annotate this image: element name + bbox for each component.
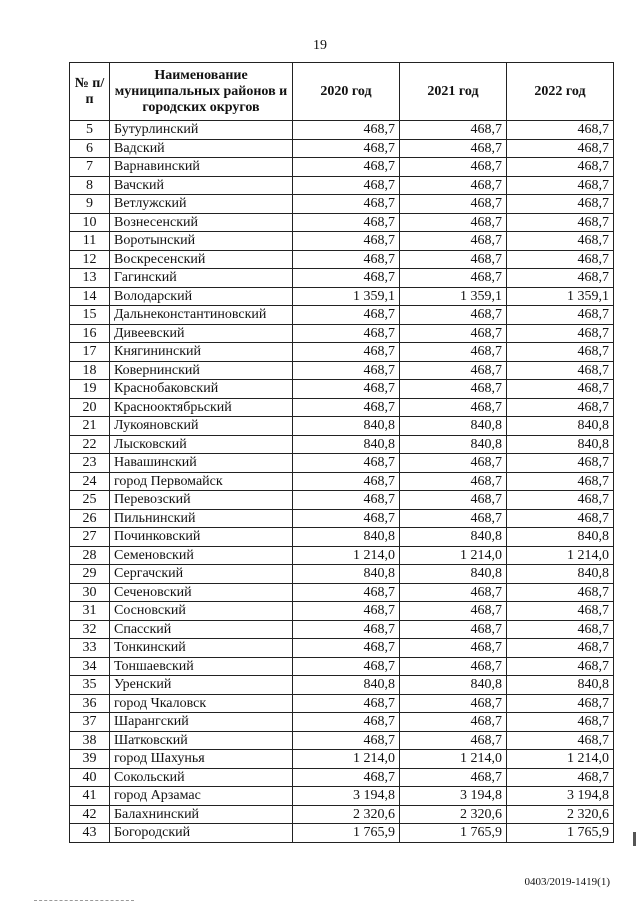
value-2020: 2 320,6 — [293, 805, 400, 824]
value-2021: 840,8 — [400, 528, 507, 547]
value-2021: 840,8 — [400, 676, 507, 695]
row-number: 23 — [70, 454, 110, 473]
value-2022: 1 214,0 — [507, 546, 614, 565]
bottom-mark — [34, 900, 134, 902]
district-name: Сергачский — [110, 565, 293, 584]
value-2021: 468,7 — [400, 213, 507, 232]
district-name: Бутурлинский — [110, 121, 293, 140]
row-number: 32 — [70, 620, 110, 639]
value-2020: 468,7 — [293, 620, 400, 639]
value-2021: 468,7 — [400, 250, 507, 269]
table-row — [70, 546, 614, 565]
value-2020: 1 765,9 — [293, 824, 400, 843]
district-name: город Шахунья — [110, 750, 293, 769]
value-2021: 468,7 — [400, 158, 507, 177]
table-row — [70, 787, 614, 806]
value-2022: 1 214,0 — [507, 750, 614, 769]
table-row — [70, 528, 614, 547]
district-name: Сокольский — [110, 768, 293, 787]
value-2020: 468,7 — [293, 639, 400, 658]
value-2020: 1 214,0 — [293, 750, 400, 769]
table-row — [70, 454, 614, 473]
table-row — [70, 824, 614, 843]
row-number: 29 — [70, 565, 110, 584]
value-2021: 468,7 — [400, 324, 507, 343]
table-row — [70, 287, 614, 306]
row-number: 30 — [70, 583, 110, 602]
table-row — [70, 639, 614, 658]
value-2020: 468,7 — [293, 306, 400, 325]
value-2020: 468,7 — [293, 454, 400, 473]
district-name: Гагинский — [110, 269, 293, 288]
row-number: 12 — [70, 250, 110, 269]
table-row — [70, 583, 614, 602]
district-name: Тонкинский — [110, 639, 293, 658]
value-2020: 468,7 — [293, 250, 400, 269]
district-name: Уренский — [110, 676, 293, 695]
district-name: Спасский — [110, 620, 293, 639]
table-row — [70, 398, 614, 417]
table-row — [70, 306, 614, 325]
value-2022: 468,7 — [507, 176, 614, 195]
value-2021: 468,7 — [400, 509, 507, 528]
value-2022: 468,7 — [507, 602, 614, 621]
district-name: Ветлужский — [110, 195, 293, 214]
value-2022: 3 194,8 — [507, 787, 614, 806]
value-2020: 3 194,8 — [293, 787, 400, 806]
value-2020: 468,7 — [293, 213, 400, 232]
district-name: Воротынский — [110, 232, 293, 251]
table-row — [70, 250, 614, 269]
row-number: 8 — [70, 176, 110, 195]
value-2020: 840,8 — [293, 528, 400, 547]
value-2020: 468,7 — [293, 380, 400, 399]
value-2020: 468,7 — [293, 583, 400, 602]
value-2022: 1 359,1 — [507, 287, 614, 306]
value-2021: 3 194,8 — [400, 787, 507, 806]
value-2021: 468,7 — [400, 472, 507, 491]
header-2022: 2022 год — [507, 63, 614, 121]
value-2022: 468,7 — [507, 306, 614, 325]
value-2020: 468,7 — [293, 269, 400, 288]
header-2021: 2021 год — [400, 63, 507, 121]
row-number: 21 — [70, 417, 110, 436]
page-number: 19 — [313, 38, 327, 53]
value-2021: 468,7 — [400, 361, 507, 380]
row-number: 18 — [70, 361, 110, 380]
district-name: Шарангский — [110, 713, 293, 732]
district-name: Краснобаковский — [110, 380, 293, 399]
value-2020: 468,7 — [293, 713, 400, 732]
value-2022: 468,7 — [507, 583, 614, 602]
district-name: Пильнинский — [110, 509, 293, 528]
value-2020: 468,7 — [293, 121, 400, 140]
value-2020: 840,8 — [293, 565, 400, 584]
value-2021: 2 320,6 — [400, 805, 507, 824]
value-2022: 468,7 — [507, 491, 614, 510]
value-2020: 468,7 — [293, 158, 400, 177]
value-2020: 468,7 — [293, 602, 400, 621]
value-2020: 840,8 — [293, 435, 400, 454]
district-name: Починковский — [110, 528, 293, 547]
district-name: Богородский — [110, 824, 293, 843]
value-2021: 468,7 — [400, 454, 507, 473]
value-2022: 468,7 — [507, 139, 614, 158]
table-row — [70, 232, 614, 251]
value-2022: 840,8 — [507, 435, 614, 454]
table-row — [70, 620, 614, 639]
value-2021: 468,7 — [400, 768, 507, 787]
value-2021: 468,7 — [400, 639, 507, 658]
row-number: 41 — [70, 787, 110, 806]
value-2022: 468,7 — [507, 509, 614, 528]
row-number: 7 — [70, 158, 110, 177]
header-name: Наименование муниципальных районов и городских округов — [110, 63, 293, 121]
value-2022: 840,8 — [507, 528, 614, 547]
row-number: 35 — [70, 676, 110, 695]
district-name: Шатковский — [110, 731, 293, 750]
value-2020: 1 214,0 — [293, 546, 400, 565]
district-name: город Арзамас — [110, 787, 293, 806]
row-number: 28 — [70, 546, 110, 565]
value-2021: 468,7 — [400, 657, 507, 676]
header-num: № п/п — [70, 63, 110, 121]
district-name: Воскресенский — [110, 250, 293, 269]
value-2020: 468,7 — [293, 195, 400, 214]
table-row — [70, 676, 614, 695]
edge-mark — [633, 832, 636, 846]
value-2022: 468,7 — [507, 620, 614, 639]
table-row — [70, 731, 614, 750]
value-2021: 468,7 — [400, 491, 507, 510]
district-name: Семеновский — [110, 546, 293, 565]
value-2021: 468,7 — [400, 232, 507, 251]
table-row — [70, 343, 614, 362]
value-2020: 468,7 — [293, 361, 400, 380]
value-2022: 840,8 — [507, 676, 614, 695]
value-2020: 468,7 — [293, 176, 400, 195]
value-2020: 468,7 — [293, 509, 400, 528]
row-number: 38 — [70, 731, 110, 750]
table-row — [70, 380, 614, 399]
table-row — [70, 491, 614, 510]
value-2021: 1 765,9 — [400, 824, 507, 843]
value-2022: 468,7 — [507, 324, 614, 343]
district-name: Сеченовский — [110, 583, 293, 602]
value-2022: 1 765,9 — [507, 824, 614, 843]
value-2021: 468,7 — [400, 620, 507, 639]
value-2022: 468,7 — [507, 213, 614, 232]
table-row — [70, 158, 614, 177]
value-2022: 468,7 — [507, 639, 614, 658]
table-row — [70, 602, 614, 621]
row-number: 13 — [70, 269, 110, 288]
district-name: Тоншаевский — [110, 657, 293, 676]
value-2020: 468,7 — [293, 491, 400, 510]
value-2021: 468,7 — [400, 343, 507, 362]
row-number: 16 — [70, 324, 110, 343]
row-number: 39 — [70, 750, 110, 769]
value-2020: 468,7 — [293, 232, 400, 251]
district-name: Ковернинский — [110, 361, 293, 380]
value-2022: 468,7 — [507, 657, 614, 676]
table-row — [70, 565, 614, 584]
row-number: 11 — [70, 232, 110, 251]
district-name: Дивеевский — [110, 324, 293, 343]
district-name: Вачский — [110, 176, 293, 195]
value-2022: 468,7 — [507, 343, 614, 362]
table-row — [70, 435, 614, 454]
value-2022: 468,7 — [507, 694, 614, 713]
value-2021: 1 214,0 — [400, 750, 507, 769]
table-header — [70, 63, 614, 121]
value-2021: 468,7 — [400, 602, 507, 621]
value-2020: 468,7 — [293, 657, 400, 676]
table-row — [70, 417, 614, 436]
row-number: 31 — [70, 602, 110, 621]
district-name: Лукояновский — [110, 417, 293, 436]
value-2022: 468,7 — [507, 158, 614, 177]
row-number: 17 — [70, 343, 110, 362]
value-2021: 468,7 — [400, 121, 507, 140]
table-row — [70, 805, 614, 824]
value-2021: 468,7 — [400, 195, 507, 214]
row-number: 26 — [70, 509, 110, 528]
table-row — [70, 361, 614, 380]
row-number: 25 — [70, 491, 110, 510]
value-2021: 468,7 — [400, 176, 507, 195]
value-2021: 468,7 — [400, 398, 507, 417]
row-number: 15 — [70, 306, 110, 325]
table-row — [70, 657, 614, 676]
district-name: город Первомайск — [110, 472, 293, 491]
value-2022: 468,7 — [507, 731, 614, 750]
value-2020: 840,8 — [293, 417, 400, 436]
row-number: 27 — [70, 528, 110, 547]
value-2022: 2 320,6 — [507, 805, 614, 824]
value-2022: 468,7 — [507, 250, 614, 269]
table-row — [70, 509, 614, 528]
district-name: Перевозский — [110, 491, 293, 510]
row-number: 14 — [70, 287, 110, 306]
row-number: 37 — [70, 713, 110, 732]
row-number: 24 — [70, 472, 110, 491]
value-2021: 840,8 — [400, 435, 507, 454]
value-2022: 468,7 — [507, 232, 614, 251]
district-name: Навашинский — [110, 454, 293, 473]
value-2022: 468,7 — [507, 121, 614, 140]
row-number: 9 — [70, 195, 110, 214]
table-row — [70, 694, 614, 713]
value-2020: 1 359,1 — [293, 287, 400, 306]
value-2020: 468,7 — [293, 731, 400, 750]
row-number: 36 — [70, 694, 110, 713]
table-row — [70, 121, 614, 140]
table-row — [70, 195, 614, 214]
value-2022: 468,7 — [507, 269, 614, 288]
row-number: 33 — [70, 639, 110, 658]
value-2021: 1 214,0 — [400, 546, 507, 565]
value-2021: 840,8 — [400, 417, 507, 436]
table-row — [70, 269, 614, 288]
row-number: 6 — [70, 139, 110, 158]
value-2021: 468,7 — [400, 306, 507, 325]
header-2020: 2020 год — [293, 63, 400, 121]
value-2020: 468,7 — [293, 768, 400, 787]
value-2022: 468,7 — [507, 195, 614, 214]
district-name: Княгининский — [110, 343, 293, 362]
table-row — [70, 324, 614, 343]
district-name: Варнавинский — [110, 158, 293, 177]
value-2022: 840,8 — [507, 565, 614, 584]
subsidy-table — [69, 62, 614, 843]
value-2021: 468,7 — [400, 269, 507, 288]
value-2021: 840,8 — [400, 565, 507, 584]
table-body — [70, 121, 614, 843]
value-2020: 468,7 — [293, 324, 400, 343]
value-2022: 468,7 — [507, 361, 614, 380]
value-2022: 468,7 — [507, 398, 614, 417]
row-number: 19 — [70, 380, 110, 399]
row-number: 43 — [70, 824, 110, 843]
value-2021: 468,7 — [400, 694, 507, 713]
value-2022: 468,7 — [507, 454, 614, 473]
value-2022: 840,8 — [507, 417, 614, 436]
district-name: Сосновский — [110, 602, 293, 621]
table-row — [70, 750, 614, 769]
table-row — [70, 713, 614, 732]
value-2020: 468,7 — [293, 472, 400, 491]
district-name: Вознесенский — [110, 213, 293, 232]
row-number: 5 — [70, 121, 110, 140]
value-2022: 468,7 — [507, 768, 614, 787]
row-number: 20 — [70, 398, 110, 417]
district-name: Вадский — [110, 139, 293, 158]
value-2021: 468,7 — [400, 731, 507, 750]
row-number: 42 — [70, 805, 110, 824]
district-name: город Чкаловск — [110, 694, 293, 713]
value-2022: 468,7 — [507, 472, 614, 491]
value-2020: 468,7 — [293, 398, 400, 417]
value-2021: 468,7 — [400, 139, 507, 158]
value-2021: 468,7 — [400, 583, 507, 602]
table-row — [70, 472, 614, 491]
row-number: 40 — [70, 768, 110, 787]
row-number: 34 — [70, 657, 110, 676]
table-row — [70, 213, 614, 232]
row-number: 22 — [70, 435, 110, 454]
table-row — [70, 768, 614, 787]
district-name: Краснооктябрьский — [110, 398, 293, 417]
district-name: Балахнинский — [110, 805, 293, 824]
value-2020: 468,7 — [293, 343, 400, 362]
value-2022: 468,7 — [507, 713, 614, 732]
district-name: Дальнеконстантиновский — [110, 306, 293, 325]
district-name: Володарский — [110, 287, 293, 306]
value-2021: 468,7 — [400, 713, 507, 732]
value-2020: 840,8 — [293, 676, 400, 695]
district-name: Лысковский — [110, 435, 293, 454]
value-2021: 468,7 — [400, 380, 507, 399]
table-row — [70, 176, 614, 195]
value-2020: 468,7 — [293, 139, 400, 158]
value-2022: 468,7 — [507, 380, 614, 399]
table-row — [70, 139, 614, 158]
value-2021: 1 359,1 — [400, 287, 507, 306]
document-code: 0403/2019-1419(1) — [524, 876, 610, 888]
header-row — [70, 63, 614, 121]
row-number: 10 — [70, 213, 110, 232]
value-2020: 468,7 — [293, 694, 400, 713]
